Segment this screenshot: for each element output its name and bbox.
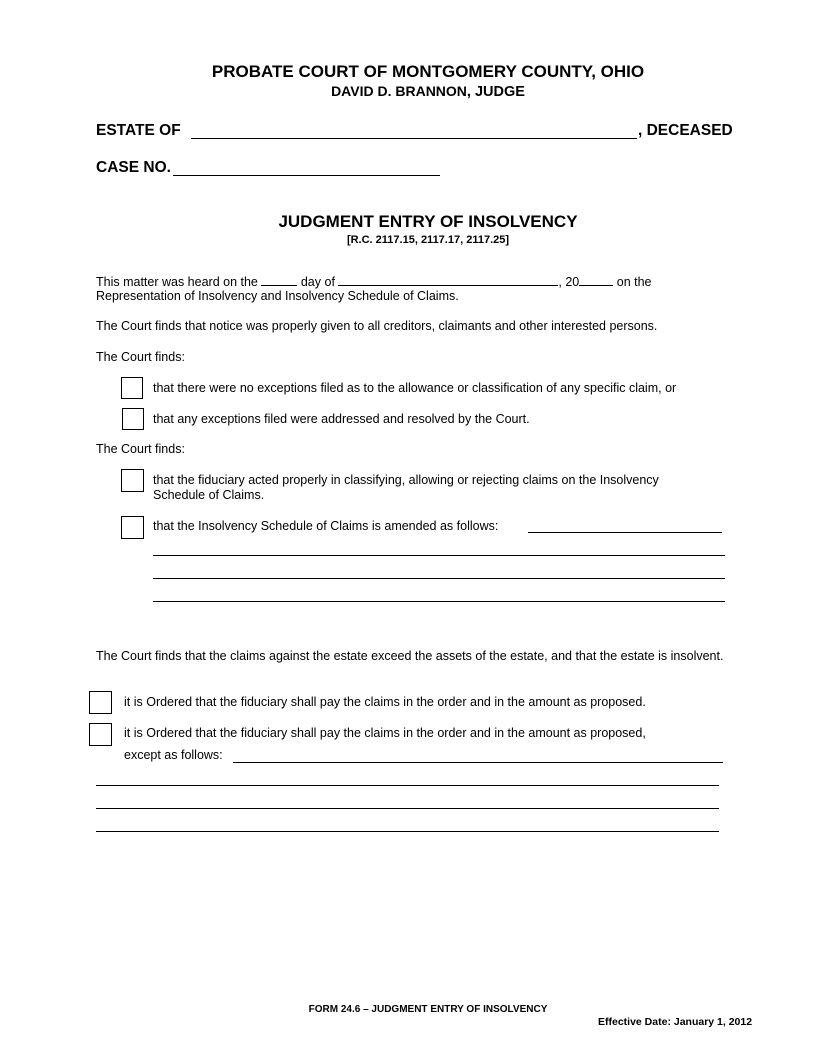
fiduciary-proper-checkbox[interactable] xyxy=(121,469,144,492)
hearing-text-4: on the xyxy=(616,275,652,289)
case-label: CASE NO. xyxy=(96,159,171,176)
amendment-line-2[interactable] xyxy=(153,578,725,579)
exceptions-line-2[interactable] xyxy=(96,808,719,809)
order-with-exceptions-text-2: except as follows: xyxy=(124,748,223,762)
amendment-line-3[interactable] xyxy=(153,601,725,602)
hearing-text-2: day of xyxy=(300,275,335,289)
document-title: JUDGMENT ENTRY OF INSOLVENCY xyxy=(278,212,578,231)
fiduciary-proper-text-2: Schedule of Claims. xyxy=(153,488,265,502)
estate-suffix: , DECEASED xyxy=(638,122,733,139)
section2-label: The Court finds: xyxy=(96,442,185,456)
judge-line xyxy=(0,83,816,100)
hearing-text-1: This matter was heard on the xyxy=(96,275,258,289)
hearing-line-1 xyxy=(96,273,652,289)
no-exceptions-text: that there were no exceptions filed as to the allowance or classification of any specific claim, or xyxy=(153,381,677,395)
fiduciary-proper-text-1: that the fiduciary acted properly in classifying, allowing or rejecting claims on the Insolvency xyxy=(153,473,659,487)
effective-date: Effective Date: January 1, 2012 xyxy=(598,1016,753,1028)
estate-name-field[interactable] xyxy=(191,138,637,139)
order-with-exceptions-checkbox[interactable] xyxy=(89,723,112,746)
section1-label: The Court finds: xyxy=(96,350,185,364)
amendment-line-1[interactable] xyxy=(153,555,725,556)
hearing-line-2: Representation of Insolvency and Insolvency Schedule of Claims. xyxy=(96,289,459,303)
order-with-exceptions-text-1: it is Ordered that the fiduciary shall pay the claims in the order and in the amount as proposed, xyxy=(124,726,646,740)
hearing-year-field[interactable] xyxy=(579,273,613,286)
form-number: FORM 24.6 – JUDGMENT ENTRY OF INSOLVENCY xyxy=(308,1004,548,1015)
notice-finding: The Court finds that notice was properly given to all creditors, claimants and other interested persons. xyxy=(96,319,658,333)
order-as-proposed-text: it is Ordered that the fiduciary shall pay the claims in the order and in the amount as proposed. xyxy=(124,695,646,709)
estate-prefix: ESTATE OF xyxy=(96,122,181,139)
exceptions-resolved-checkbox[interactable] xyxy=(122,408,144,430)
judge-suffix: , JUDGE xyxy=(466,84,525,100)
hearing-month-field[interactable] xyxy=(338,273,558,286)
exceptions-field[interactable] xyxy=(233,762,723,763)
hearing-day-field[interactable] xyxy=(261,273,297,286)
exceptions-line-1[interactable] xyxy=(96,785,719,786)
amendment-field[interactable] xyxy=(528,532,722,533)
no-exceptions-checkbox[interactable] xyxy=(121,377,143,399)
statute-reference: [R.C. 2117.15, 2117.17, 2117.25] xyxy=(346,234,510,246)
case-number-field[interactable] xyxy=(173,175,440,176)
schedule-amended-checkbox[interactable] xyxy=(121,516,144,539)
court-title: PROBATE COURT OF MONTGOMERY COUNTY, OHIO xyxy=(211,62,645,81)
exceptions-line-3[interactable] xyxy=(96,831,719,832)
hearing-text-3: , 20 xyxy=(558,275,580,289)
insolvency-finding: The Court finds that the claims against the estate exceed the assets of the estate, and that the estate is insolvent. xyxy=(96,649,724,663)
schedule-amended-text: that the Insolvency Schedule of Claims is amended as follows: xyxy=(153,519,499,533)
order-as-proposed-checkbox[interactable] xyxy=(89,691,112,714)
exceptions-resolved-text: that any exceptions filed were addressed and resolved by the Court. xyxy=(153,412,530,426)
judge-name: DAVID D. BRANNON xyxy=(331,83,467,99)
